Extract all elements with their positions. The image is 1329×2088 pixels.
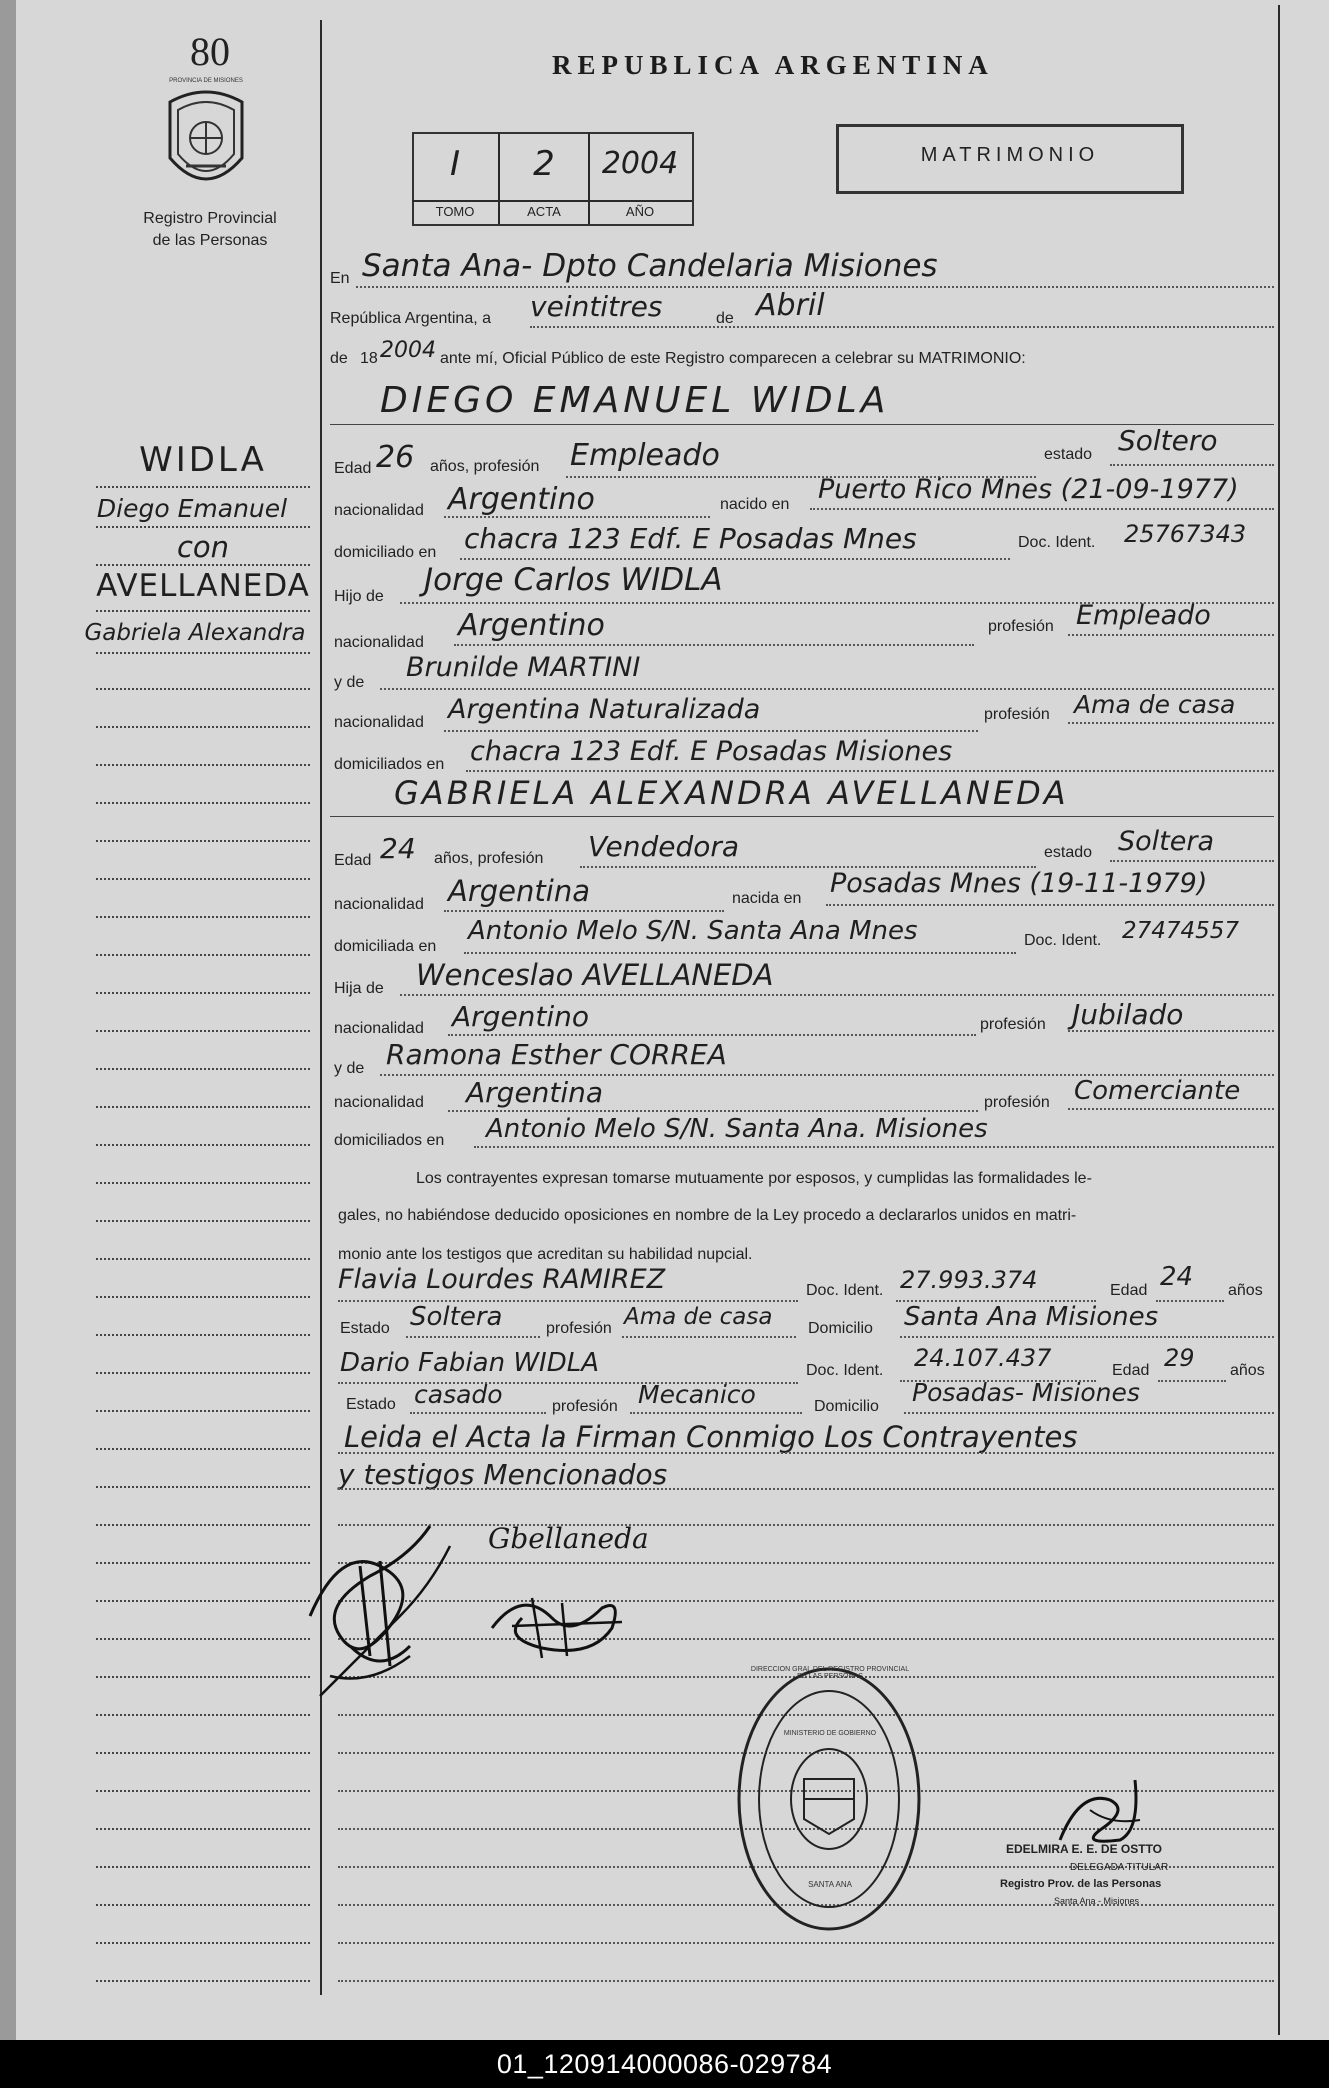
bride-parents-address: Antonio Melo S/N. Santa Ana. Misiones bbox=[486, 1114, 988, 1144]
groom-father-nac-label: nacionalidad bbox=[334, 634, 424, 651]
bride-doc: 27474557 bbox=[1122, 918, 1240, 944]
margin-note-surname-2: AVELLANEDA bbox=[96, 568, 310, 604]
witness2-prof-label: profesión bbox=[552, 1398, 618, 1415]
bride-mother-profession: Comerciante bbox=[1074, 1076, 1241, 1106]
margin-note-con: con bbox=[176, 530, 230, 564]
bride-edad-label: Edad bbox=[334, 852, 372, 869]
ano-value: 2004 bbox=[601, 146, 679, 181]
bride-mother-label: y de bbox=[334, 1060, 365, 1077]
bride-profession: Vendedora bbox=[588, 830, 740, 863]
de-label: de bbox=[716, 310, 734, 327]
registry-line-2: de las Personas bbox=[152, 232, 268, 249]
witness2-address: Posadas- Misiones bbox=[912, 1378, 1140, 1407]
province-seal-icon bbox=[160, 88, 252, 200]
acta-value: 2 bbox=[533, 144, 555, 184]
official-stamp-line-2: DELEGADA TITULAR bbox=[1070, 1862, 1169, 1873]
groom-father: Jorge Carlos WIDLA bbox=[424, 562, 723, 598]
witness1-anos-label: años bbox=[1228, 1282, 1263, 1299]
groom-parents-address: chacra 123 Edf. E Posadas Misiones bbox=[470, 736, 953, 767]
footer-id: 01_120914000086-029784 bbox=[0, 2040, 1329, 2088]
closing-line-1: Leida el Acta la Firman Conmigo Los Contrayentes bbox=[344, 1420, 1078, 1454]
page-number: 80 bbox=[190, 29, 230, 74]
groom-status: Soltero bbox=[1118, 424, 1218, 457]
tomo-label: TOMO bbox=[435, 204, 475, 219]
bride-father-profession: Jubilado bbox=[1072, 998, 1184, 1031]
groom-doc: 25767343 bbox=[1124, 520, 1247, 548]
bride-birthplace: Posadas Mnes (19-11-1979) bbox=[830, 868, 1208, 899]
groom-dom-label: domiciliado en bbox=[334, 544, 437, 561]
groom-father-profession: Empleado bbox=[1076, 600, 1211, 631]
seal-caption: PROVINCIA DE MISIONES bbox=[169, 78, 243, 84]
bride-address: Antonio Melo S/N. Santa Ana Mnes bbox=[468, 916, 918, 946]
right-border bbox=[1278, 5, 1280, 2035]
place-value: Santa Ana- Dpto Candelaria Misiones bbox=[362, 248, 938, 284]
margin-note-name-1: Diego Emanuel bbox=[96, 494, 288, 523]
groom-mother-profession: Ama de casa bbox=[1074, 690, 1236, 719]
bride-name: GABRIELA ALEXANDRA AVELLANEDA bbox=[394, 774, 1069, 812]
tomo-value: I bbox=[449, 144, 461, 184]
witness2-age: 29 bbox=[1164, 1344, 1195, 1372]
bride-estado-label: estado bbox=[1044, 844, 1093, 861]
bride-mother-nac-label: nacionalidad bbox=[334, 1094, 424, 1111]
declaration-line-2: gales, no habiéndose deducido oposiciones en nombre de la Ley procedo a declararlos unidos en matri- bbox=[338, 1207, 1077, 1224]
record-type: MATRIMONIO bbox=[920, 144, 1100, 166]
registry-line-1: Registro Provincial bbox=[143, 210, 277, 227]
year-prefix: 18 bbox=[360, 350, 378, 367]
witness2-anos-label: años bbox=[1230, 1362, 1265, 1379]
bride-father-label: Hija de bbox=[334, 980, 384, 997]
bride-status: Soltera bbox=[1118, 826, 1215, 857]
groom-mother-nationality: Argentina Naturalizada bbox=[448, 694, 761, 725]
country-title: REPUBLICA ARGENTINA bbox=[552, 50, 994, 80]
witness2-profession: Mecanico bbox=[638, 1380, 756, 1409]
registry-round-stamp bbox=[734, 1664, 924, 1934]
groom-anos-prof-label: años, profesión bbox=[430, 458, 540, 475]
bride-parents-dom-label: domiciliados en bbox=[334, 1132, 445, 1149]
bride-father-prof-label: profesión bbox=[980, 1016, 1046, 1033]
officiant-signature bbox=[300, 1506, 460, 1706]
groom-edad-label: Edad bbox=[334, 460, 372, 477]
groom-age: 26 bbox=[376, 440, 415, 475]
witness2-doc: 24.107.437 bbox=[914, 1344, 1052, 1372]
bride-father: Wenceslao AVELLANEDA bbox=[416, 958, 774, 992]
groom-doc-label: Doc. Ident. bbox=[1018, 534, 1096, 551]
witness1-prof-label: profesión bbox=[546, 1320, 612, 1337]
witness1-estado-label: Estado bbox=[340, 1320, 390, 1337]
groom-father-label: Hijo de bbox=[334, 588, 384, 605]
ano-label: AÑO bbox=[625, 204, 655, 219]
year-value: 2004 bbox=[380, 338, 436, 363]
acta-label: ACTA bbox=[527, 204, 561, 219]
witness1-age: 24 bbox=[1160, 1262, 1194, 1292]
groom-mother: Brunilde MARTINI bbox=[406, 652, 641, 683]
bride-anos-prof-label: años, profesión bbox=[434, 850, 544, 867]
stamp-bottom-text: SANTA ANA bbox=[808, 1880, 852, 1889]
bride-mother-nationality: Argentina bbox=[466, 1076, 604, 1109]
declaration-line-3: monio ante los testigos que acreditan su habilidad nupcial. bbox=[338, 1246, 753, 1263]
groom-birthplace: Puerto Rico Mnes (21-09-1977) bbox=[818, 474, 1239, 505]
witness2-estado-label: Estado bbox=[346, 1396, 396, 1413]
official-stamp-line-4: Santa Ana - Misiones bbox=[1054, 1896, 1140, 1906]
bride-dom-label: domiciliada en bbox=[334, 938, 437, 955]
bride-mother: Ramona Esther CORREA bbox=[386, 1038, 727, 1071]
witness1-name: Flavia Lourdes RAMIREZ bbox=[338, 1264, 666, 1295]
bride-signature: Gbellaneda bbox=[488, 1522, 649, 1555]
witness2-dom-label: Domicilio bbox=[814, 1398, 879, 1415]
day-value: veintitres bbox=[530, 290, 663, 323]
witness1-status: Soltera bbox=[410, 1302, 503, 1332]
stamp-inner-text: MINISTERIO DE GOBIERNO bbox=[783, 1730, 877, 1737]
groom-nac-label: nacionalidad bbox=[334, 502, 424, 519]
witness1-doc-label: Doc. Ident. bbox=[806, 1282, 884, 1299]
declaration-line-1: Los contrayentes expresan tomarse mutuamente por esposos, y cumplidas las formalidades le- bbox=[416, 1170, 1092, 1187]
bride-nationality: Argentina bbox=[448, 874, 590, 908]
witness2-status: casado bbox=[414, 1380, 503, 1409]
en-label: En bbox=[330, 270, 350, 287]
groom-nationality: Argentino bbox=[448, 482, 595, 517]
witness2-doc-label: Doc. Ident. bbox=[806, 1362, 884, 1379]
groom-father-nationality: Argentino bbox=[458, 608, 605, 643]
official-stamp-line-3: Registro Prov. de las Personas bbox=[1000, 1878, 1162, 1890]
intro-text: ante mí, Oficial Público de este Registro comparecen a celebrar su MATRIMONIO: bbox=[440, 350, 1026, 367]
bride-nac-label: nacionalidad bbox=[334, 896, 424, 913]
witness2-name: Dario Fabian WIDLA bbox=[340, 1348, 599, 1378]
groom-signature bbox=[482, 1578, 632, 1668]
groom-mother-label: y de bbox=[334, 674, 365, 691]
groom-profession: Empleado bbox=[570, 438, 720, 473]
groom-born-label: nacido en bbox=[720, 496, 790, 513]
groom-estado-label: estado bbox=[1044, 446, 1093, 463]
groom-mother-nac-label: nacionalidad bbox=[334, 714, 424, 731]
groom-name: DIEGO EMANUEL WIDLA bbox=[380, 380, 890, 421]
bride-father-nationality: Argentino bbox=[452, 1000, 590, 1033]
margin-note-name-2: Gabriela Alexandra bbox=[84, 620, 306, 646]
witness2-edad-label: Edad bbox=[1112, 1362, 1150, 1379]
groom-mother-prof-label: profesión bbox=[984, 706, 1050, 723]
groom-parents-dom-label: domiciliados en bbox=[334, 756, 445, 773]
margin-note-surname-1: WIDLA bbox=[139, 440, 267, 480]
de2-label: de bbox=[330, 350, 348, 367]
stamp-ring-text: DIRECCION GRAL DEL REGISTRO PROVINCIAL DE LAS PERSONAS bbox=[750, 1666, 910, 1680]
bride-age: 24 bbox=[380, 832, 416, 865]
republica-label: República Argentina, a bbox=[330, 310, 491, 327]
bride-doc-label: Doc. Ident. bbox=[1024, 932, 1102, 949]
witness1-edad-label: Edad bbox=[1110, 1282, 1148, 1299]
page-edge bbox=[0, 0, 16, 2040]
witness1-dom-label: Domicilio bbox=[808, 1320, 873, 1337]
bride-mother-prof-label: profesión bbox=[984, 1094, 1050, 1111]
bride-born-label: nacida en bbox=[732, 890, 802, 907]
closing-line-2: y testigos Mencionados bbox=[338, 1458, 668, 1491]
witness1-doc: 27.993.374 bbox=[900, 1266, 1038, 1294]
witness1-profession: Ama de casa bbox=[624, 1304, 773, 1330]
bride-father-nac-label: nacionalidad bbox=[334, 1020, 424, 1037]
groom-address: chacra 123 Edf. E Posadas Mnes bbox=[464, 522, 917, 555]
month-value: Abril bbox=[756, 288, 825, 323]
groom-father-prof-label: profesión bbox=[988, 618, 1054, 635]
official-stamp-line-1: EDELMIRA E. E. DE OSTTO bbox=[1006, 1842, 1163, 1856]
witness1-address: Santa Ana Misiones bbox=[904, 1302, 1159, 1332]
